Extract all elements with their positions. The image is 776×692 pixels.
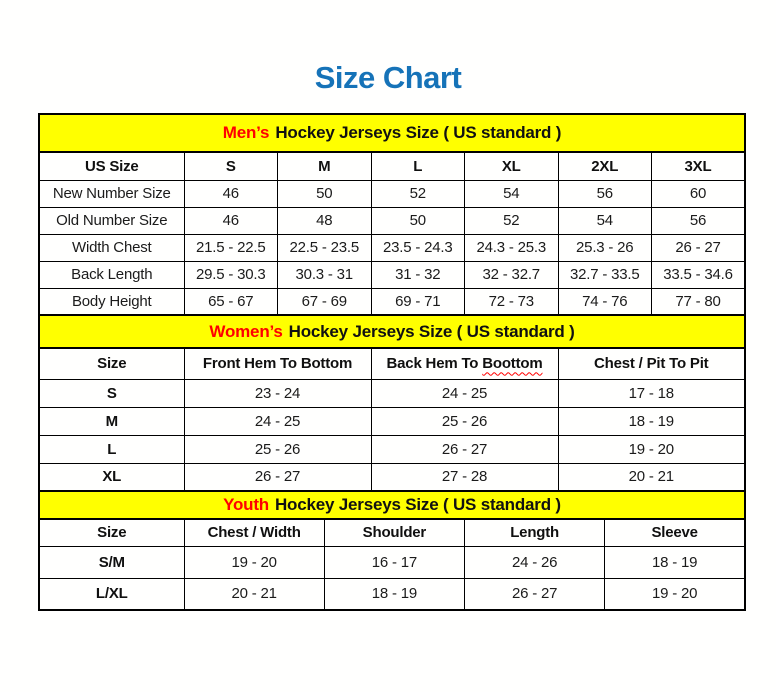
table-row bbox=[39, 407, 745, 435]
column-header: Shoulder bbox=[324, 519, 464, 546]
row-label: New Number Size bbox=[39, 180, 184, 207]
column-header: Front Hem To Bottom bbox=[184, 348, 371, 379]
value-cell: 20 - 21 bbox=[184, 578, 324, 610]
column-header: M bbox=[278, 152, 372, 180]
column-header: L bbox=[371, 152, 465, 180]
table-row bbox=[39, 463, 745, 491]
value-cell: 26 - 27 bbox=[465, 578, 605, 610]
row-label: L/XL bbox=[39, 578, 184, 610]
value-cell: 23 - 24 bbox=[184, 379, 371, 407]
column-header: US Size bbox=[39, 152, 184, 180]
table-row bbox=[39, 546, 745, 578]
value-cell: 60 bbox=[652, 180, 746, 207]
value-cell: 56 bbox=[558, 180, 652, 207]
womens-banner-highlight: Women’s bbox=[209, 322, 283, 341]
table-row bbox=[39, 234, 745, 261]
value-cell: 19 - 20 bbox=[184, 546, 324, 578]
row-label: S bbox=[39, 379, 184, 407]
column-header: XL bbox=[465, 152, 559, 180]
value-cell: 25.3 - 26 bbox=[558, 234, 652, 261]
table-row bbox=[39, 180, 745, 207]
header-row bbox=[39, 152, 745, 180]
value-cell: 16 - 17 bbox=[324, 546, 464, 578]
value-cell: 20 - 21 bbox=[558, 463, 745, 491]
column-header: Size bbox=[39, 348, 184, 379]
value-cell: 52 bbox=[465, 207, 559, 234]
column-header: 3XL bbox=[652, 152, 746, 180]
column-header: S bbox=[184, 152, 278, 180]
value-cell: 21.5 - 22.5 bbox=[184, 234, 278, 261]
size-chart bbox=[38, 113, 746, 611]
value-cell: 19 - 20 bbox=[558, 435, 745, 463]
table-row bbox=[39, 379, 745, 407]
mens-size-table bbox=[38, 151, 746, 316]
youth-banner-highlight: Youth bbox=[223, 495, 269, 514]
value-cell: 24 - 26 bbox=[465, 546, 605, 578]
table-row bbox=[39, 261, 745, 288]
row-label: Width Chest bbox=[39, 234, 184, 261]
row-label: XL bbox=[39, 463, 184, 491]
value-cell: 32 - 32.7 bbox=[465, 261, 559, 288]
value-cell: 46 bbox=[184, 180, 278, 207]
value-cell: 24 - 25 bbox=[371, 379, 558, 407]
row-label: M bbox=[39, 407, 184, 435]
row-label: Back Length bbox=[39, 261, 184, 288]
value-cell: 24.3 - 25.3 bbox=[465, 234, 559, 261]
womens-size-table bbox=[38, 347, 746, 492]
column-header: 2XL bbox=[558, 152, 652, 180]
column-header: Sleeve bbox=[605, 519, 745, 546]
value-cell: 26 - 27 bbox=[652, 234, 746, 261]
table-row bbox=[39, 435, 745, 463]
header-row bbox=[39, 519, 745, 546]
value-cell: 72 - 73 bbox=[465, 288, 559, 315]
value-cell: 52 bbox=[371, 180, 465, 207]
value-cell: 54 bbox=[465, 180, 559, 207]
misspelled-word: Boottom bbox=[482, 355, 543, 373]
row-label: S/M bbox=[39, 546, 184, 578]
column-header: Length bbox=[465, 519, 605, 546]
value-cell: 18 - 19 bbox=[605, 546, 745, 578]
value-cell: 32.7 - 33.5 bbox=[558, 261, 652, 288]
table-row bbox=[39, 207, 745, 234]
youth-banner-text: Hockey Jerseys Size ( US standard ) bbox=[274, 495, 561, 514]
value-cell: 25 - 26 bbox=[371, 407, 558, 435]
page-title: Size Chart bbox=[314, 60, 462, 95]
value-cell: 19 - 20 bbox=[605, 578, 745, 610]
mens-banner-text: Hockey Jerseys Size ( US standard ) bbox=[275, 123, 562, 142]
value-cell: 74 - 76 bbox=[558, 288, 652, 315]
youth-size-table bbox=[38, 518, 746, 611]
value-cell: 30.3 - 31 bbox=[278, 261, 372, 288]
mens-section-banner bbox=[38, 113, 746, 153]
value-cell: 18 - 19 bbox=[558, 407, 745, 435]
value-cell: 18 - 19 bbox=[324, 578, 464, 610]
value-cell: 17 - 18 bbox=[558, 379, 745, 407]
value-cell: 29.5 - 30.3 bbox=[184, 261, 278, 288]
value-cell: 65 - 67 bbox=[184, 288, 278, 315]
value-cell: 54 bbox=[558, 207, 652, 234]
table-row bbox=[39, 288, 745, 315]
youth-section-banner bbox=[38, 490, 746, 520]
value-cell: 31 - 32 bbox=[371, 261, 465, 288]
value-cell: 25 - 26 bbox=[184, 435, 371, 463]
header-row bbox=[39, 348, 745, 379]
value-cell: 69 - 71 bbox=[371, 288, 465, 315]
value-cell: 27 - 28 bbox=[371, 463, 558, 491]
value-cell: 50 bbox=[278, 180, 372, 207]
table-row bbox=[39, 578, 745, 610]
column-header: Chest / Width bbox=[184, 519, 324, 546]
value-cell: 56 bbox=[652, 207, 746, 234]
column-header: Chest / Pit To Pit bbox=[558, 348, 745, 379]
value-cell: 46 bbox=[184, 207, 278, 234]
value-cell: 26 - 27 bbox=[371, 435, 558, 463]
value-cell: 77 - 80 bbox=[652, 288, 746, 315]
row-label: Old Number Size bbox=[39, 207, 184, 234]
row-label: L bbox=[39, 435, 184, 463]
value-cell: 67 - 69 bbox=[278, 288, 372, 315]
value-cell: 26 - 27 bbox=[184, 463, 371, 491]
value-cell: 22.5 - 23.5 bbox=[278, 234, 372, 261]
column-header: Size bbox=[39, 519, 184, 546]
womens-banner-text: Hockey Jerseys Size ( US standard ) bbox=[288, 322, 575, 341]
value-cell: 33.5 - 34.6 bbox=[652, 261, 746, 288]
value-cell: 24 - 25 bbox=[184, 407, 371, 435]
column-header: Back Hem To Boottom bbox=[371, 348, 558, 379]
value-cell: 23.5 - 24.3 bbox=[371, 234, 465, 261]
womens-section-banner bbox=[38, 314, 746, 349]
value-cell: 48 bbox=[278, 207, 372, 234]
value-cell: 50 bbox=[371, 207, 465, 234]
row-label: Body Height bbox=[39, 288, 184, 315]
mens-banner-highlight: Men’s bbox=[222, 123, 270, 142]
